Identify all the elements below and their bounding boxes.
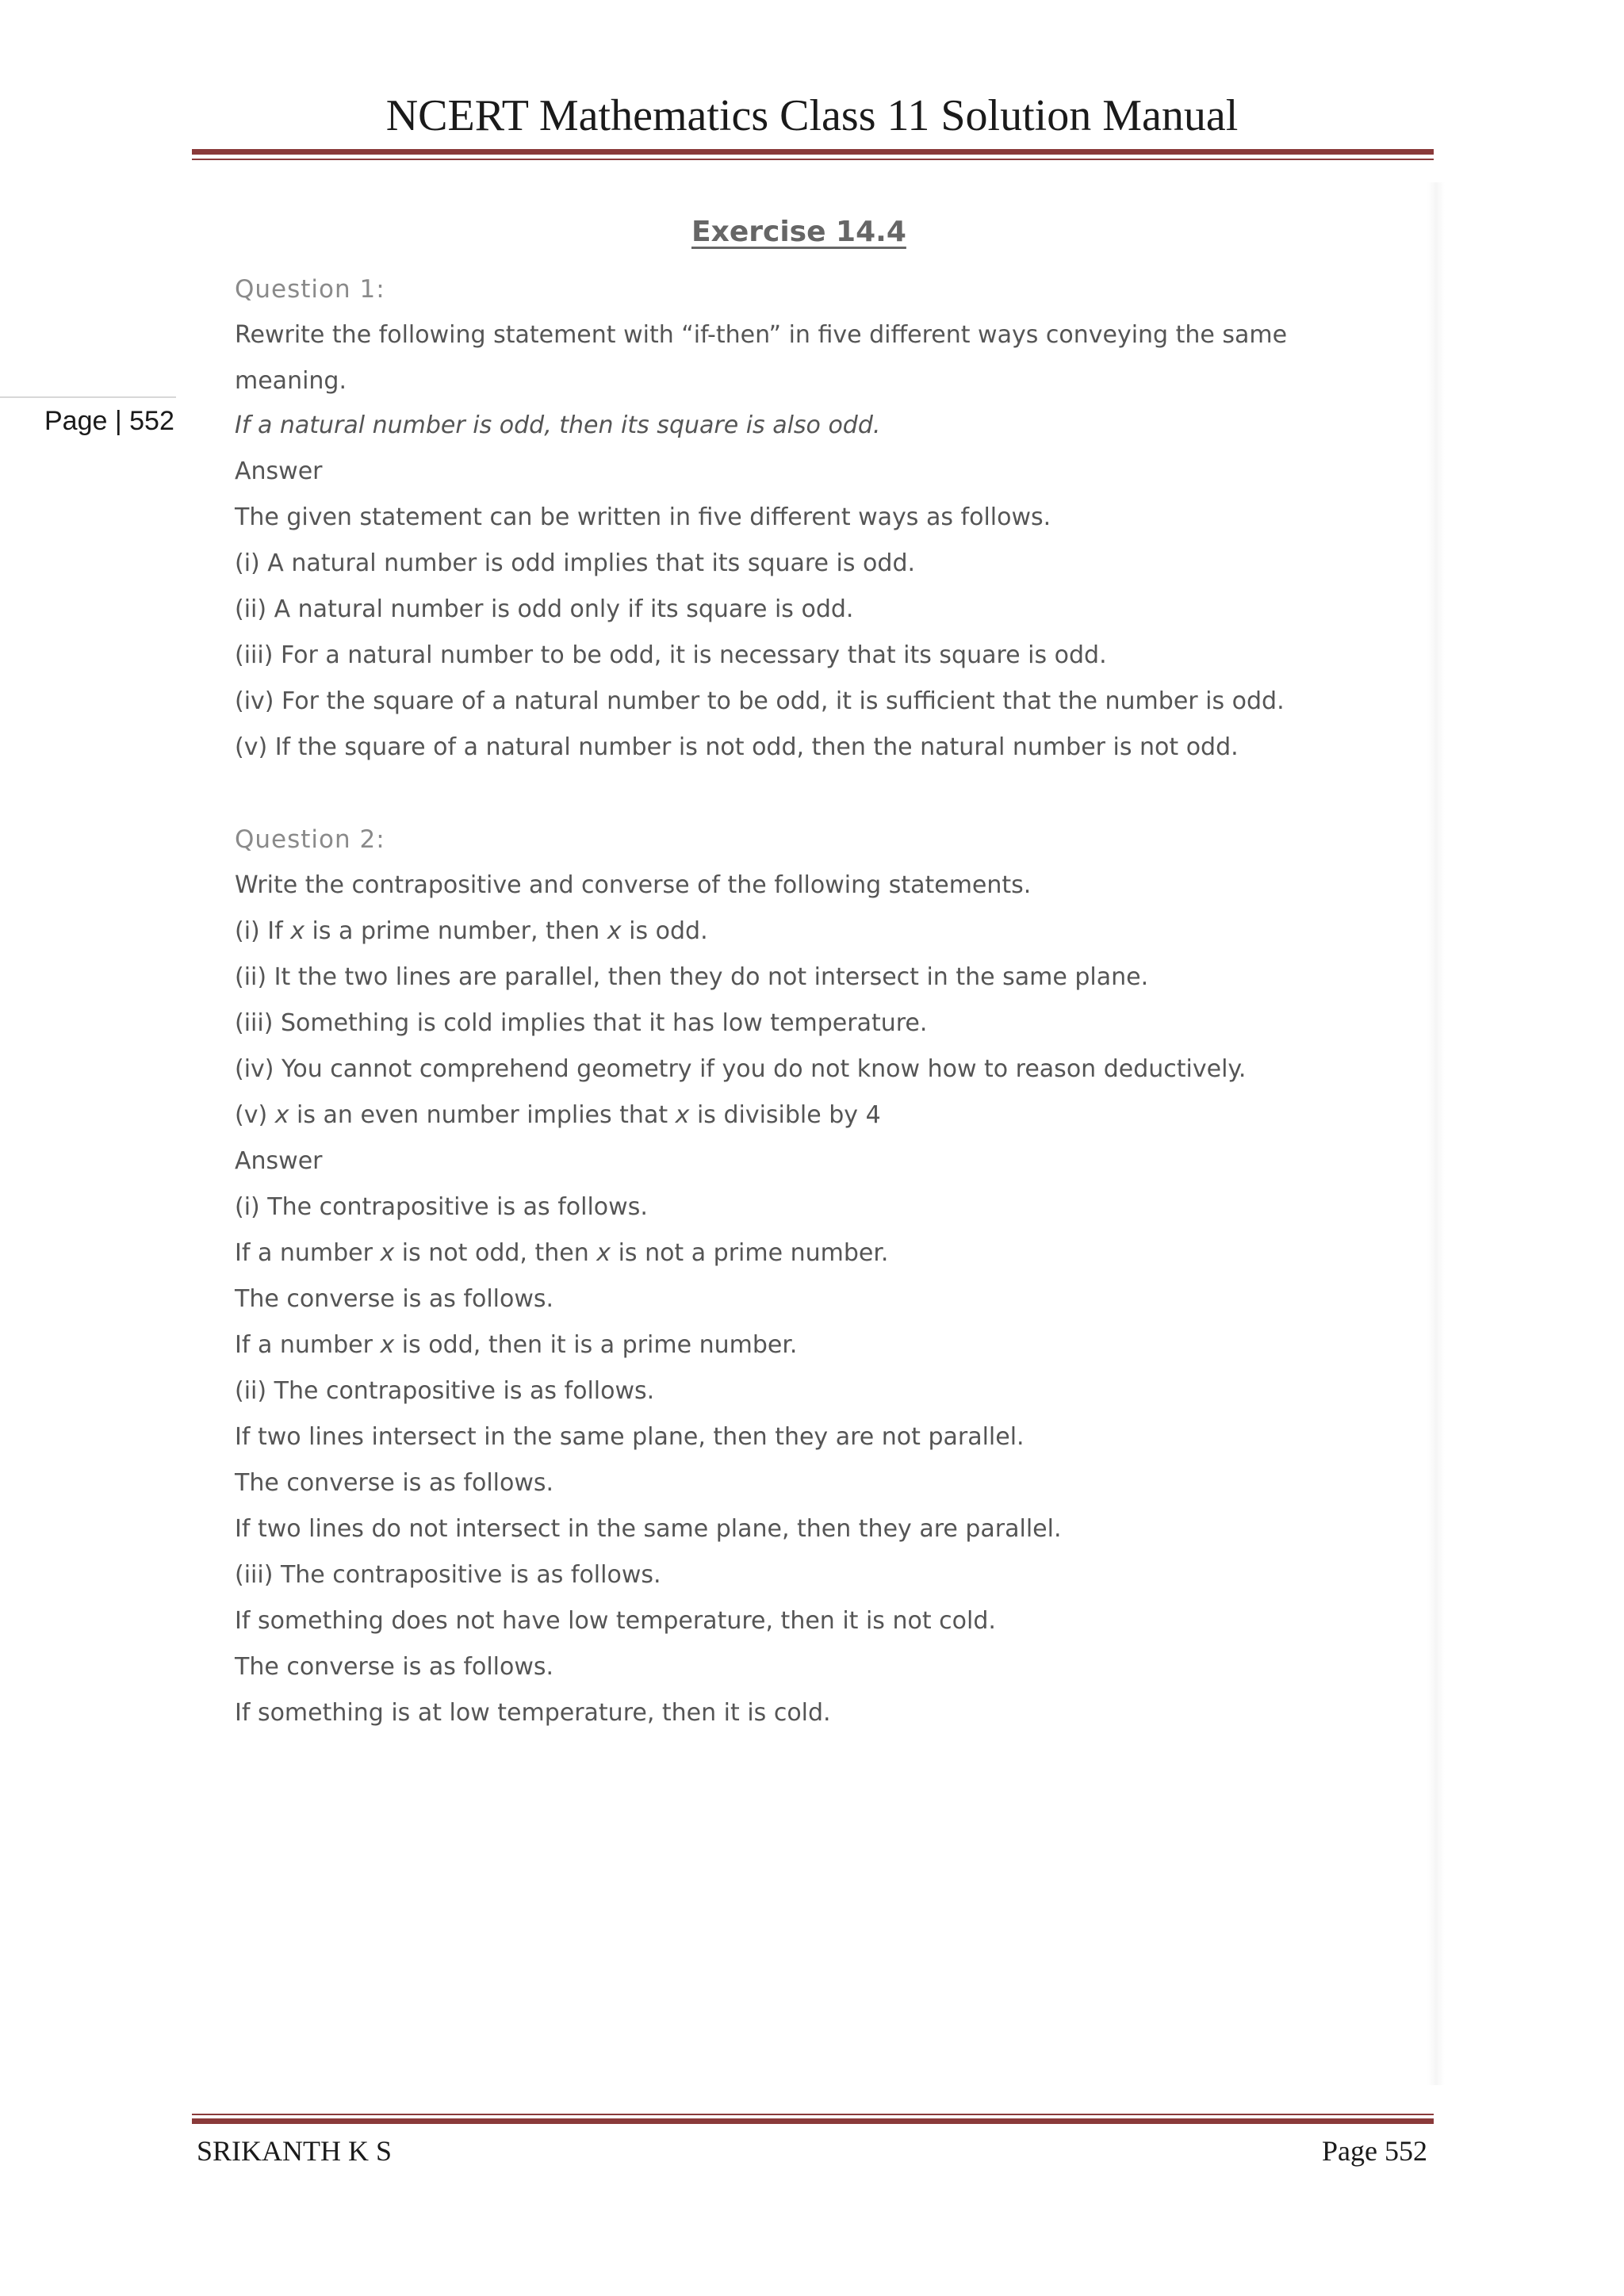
footer-page-number: Page 552	[1322, 2135, 1427, 2167]
text-line: (v) x is an even number implies that x is divisible by 4	[235, 1101, 881, 1129]
text-line: If a number x is not odd, then x is not a prime number.	[235, 1239, 889, 1267]
text-line: (i) A natural number is odd implies that its square is odd.	[235, 549, 916, 577]
variable-x: x	[380, 1331, 395, 1359]
exercise-title: Exercise 14.4	[691, 216, 906, 248]
text-line: (ii) It the two lines are parallel, then they do not intersect in the same plane.	[235, 963, 1149, 991]
variable-x: x	[596, 1239, 611, 1267]
variable-x: x	[380, 1239, 395, 1267]
text-line: (iv) You cannot comprehend geometry if you do not know how to reason deductively.	[235, 1055, 1247, 1083]
text-line: If a natural number is odd, then its square is also odd.	[235, 411, 881, 439]
page-header-title: NCERT Mathematics Class 11 Solution Manual	[385, 91, 1239, 140]
question-heading: Question 2:	[235, 825, 385, 854]
text-line: If two lines do not intersect in the same plane, then they are parallel.	[235, 1515, 1062, 1543]
variable-x: x	[675, 1101, 690, 1129]
text-line: Write the contrapositive and converse of the following statements.	[235, 871, 1032, 899]
text-line: (iii) For a natural number to be odd, it is necessary that its square is odd.	[235, 641, 1107, 669]
variable-x: x	[607, 917, 622, 945]
text-line: (iv) For the square of a natural number to be odd, it is sufficient that the number is odd.	[235, 687, 1285, 715]
variable-x: x	[274, 1101, 289, 1129]
text-line: (iii) The contrapositive is as follows.	[235, 1561, 661, 1589]
text-line: Answer	[235, 1147, 323, 1175]
header-rule-thin	[192, 159, 1434, 160]
footer-rule-thin	[192, 2114, 1434, 2115]
question-heading: Question 1:	[235, 275, 385, 304]
text-line: (i) If x is a prime number, then x is odd.	[235, 917, 708, 945]
text-line: If something does not have low temperature, then it is not cold.	[235, 1607, 996, 1635]
text-line: (v) If the square of a natural number is not odd, then the natural number is not odd.	[235, 733, 1239, 761]
text-line: (ii) A natural number is odd only if its square is odd.	[235, 595, 854, 623]
text-line: (iii) Something is cold implies that it has low temperature.	[235, 1009, 928, 1037]
text-line: If two lines intersect in the same plane, then they are not parallel.	[235, 1423, 1025, 1451]
text-line: If a number x is odd, then it is a prime number.	[235, 1331, 798, 1359]
side-page-number: Page | 552	[44, 406, 174, 436]
side-margin-rule	[0, 396, 176, 398]
text-line: meaning.	[235, 367, 347, 395]
text-line: (i) The contrapositive is as follows.	[235, 1193, 648, 1221]
variable-x: x	[290, 917, 304, 945]
text-line: The converse is as follows.	[235, 1469, 554, 1497]
header-rule-thick	[192, 149, 1434, 155]
text-line: The converse is as follows.	[235, 1285, 554, 1313]
text-line: If something is at low temperature, then it is cold.	[235, 1699, 831, 1727]
text-line: Rewrite the following statement with “if-then” in five different ways conveying the same	[235, 321, 1288, 349]
text-line: The given statement can be written in five different ways as follows.	[235, 503, 1051, 531]
text-line: Answer	[235, 457, 323, 485]
text-line: The converse is as follows.	[235, 1653, 554, 1681]
text-line: (ii) The contrapositive is as follows.	[235, 1377, 655, 1405]
scan-edge	[1427, 182, 1445, 2085]
footer-rule-thick	[192, 2118, 1434, 2124]
footer-author: SRIKANTH K S	[197, 2135, 393, 2167]
